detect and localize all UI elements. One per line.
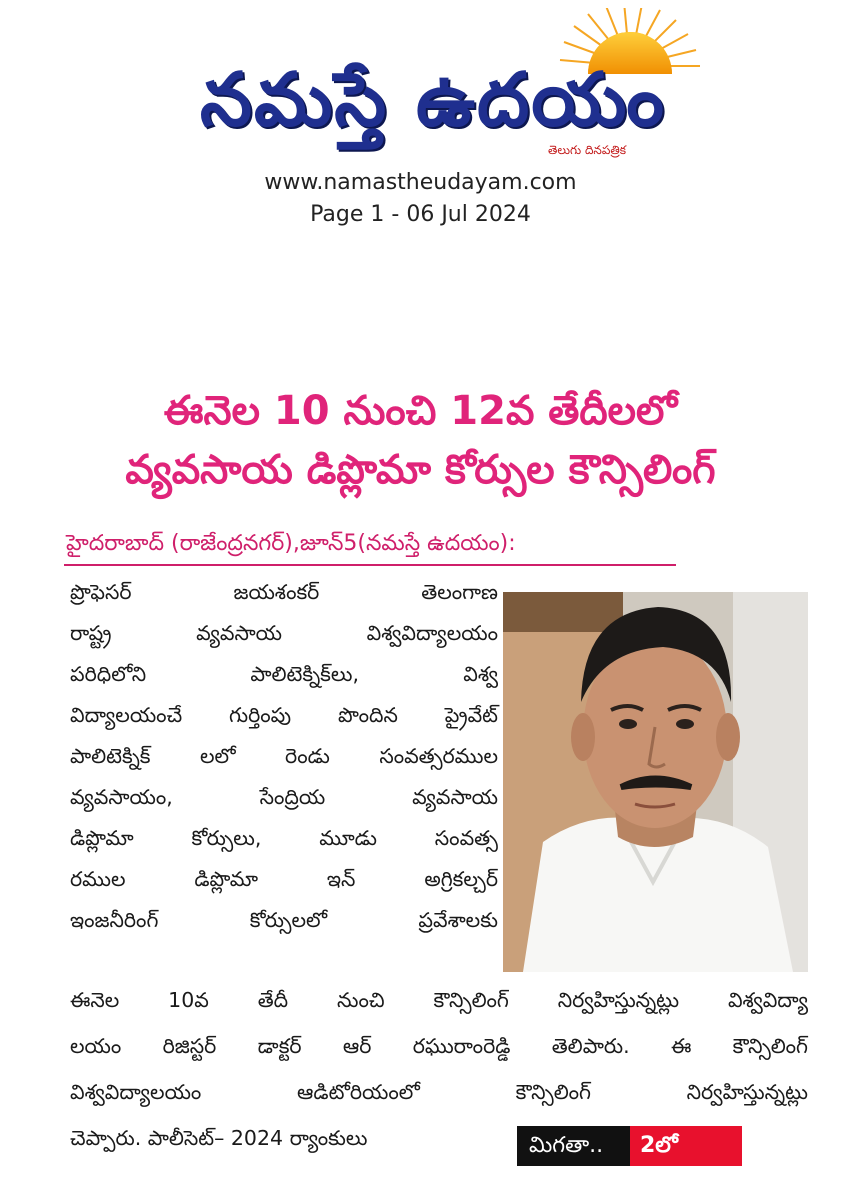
body-line: రాష్ట్ర వ్యవసాయ విశ్వవిద్యాలయం: [70, 621, 498, 645]
logo-tagline: తెలుగు దినపత్రిక: [548, 143, 627, 157]
body-line: డిప్లొమా కోర్సులు, మూడు సంవత్స: [70, 826, 498, 850]
article-photo: [503, 592, 808, 972]
logo-wordmark: నమస్తే ఉదయం: [200, 57, 666, 143]
body-line: ప్రొఫెసర్ జయశంకర్ తెలంగాణ: [70, 580, 498, 604]
body-line: రముల డిప్లొమా ఇన్ అగ్రికల్చర్: [70, 867, 498, 891]
dateline-underline: [64, 564, 676, 566]
body-line: ఈనెల 10వ తేదీ నుంచి కౌన్సిలింగ్ నిర్వహిస్తున్నట్లు విశ్వవిద్యా: [70, 988, 808, 1012]
body-line: చెప్పారు. పాలీసెట్– 2024 ర్యాంకులు: [70, 1126, 368, 1150]
body-line: విశ్వవిద్యాలయం ఆడిటోరియంలో కౌన్సిలింగ్ నిర్వహిస్తున్నట్లు: [70, 1080, 808, 1104]
body-line: ఇంజనీరింగ్ కోర్సులలో ప్రవేశాలకు: [70, 908, 498, 932]
body-line: లయం రిజిస్టర్ డాక్టర్ ఆర్ రఘురాంరెడ్డి తెలిపారు. ఈ కౌన్సిలింగ్: [70, 1034, 808, 1058]
dateline: హైదరాబాద్ (రాజేంద్రనగర్),జూన్5(నమస్తే ఉదయం):: [66, 531, 516, 556]
headline-line-1: ఈనెల 10 నుంచి 12వ తేదీలలో: [163, 388, 678, 434]
continued-page: 2లో: [630, 1126, 742, 1166]
body-line: వ్యవసాయం, సేంద్రియ వ్యవసాయ: [70, 785, 498, 809]
portrait-illustration: [503, 592, 808, 972]
body-line: విద్యాలయంచే గుర్తింపు పొందిన ప్రైవేట్: [70, 703, 498, 727]
continued-box[interactable]: [517, 1126, 742, 1166]
body-line: పాలిటెక్నిక్ లలో రెండు సంవత్సరముల: [70, 744, 498, 768]
page-info: Page 1 - 06 Jul 2024: [310, 202, 531, 227]
continued-label: మిగతా..: [517, 1126, 630, 1166]
headline-line-2: వ్యవసాయ డిప్లొమా కోర్సుల కౌన్సిలింగ్: [125, 447, 716, 493]
masthead: [190, 8, 710, 158]
site-url[interactable]: www.namastheudayam.com: [264, 170, 577, 195]
body-line: పరిధిలోని పాలిటెక్నిక్‌లు, విశ్వ: [70, 662, 498, 686]
